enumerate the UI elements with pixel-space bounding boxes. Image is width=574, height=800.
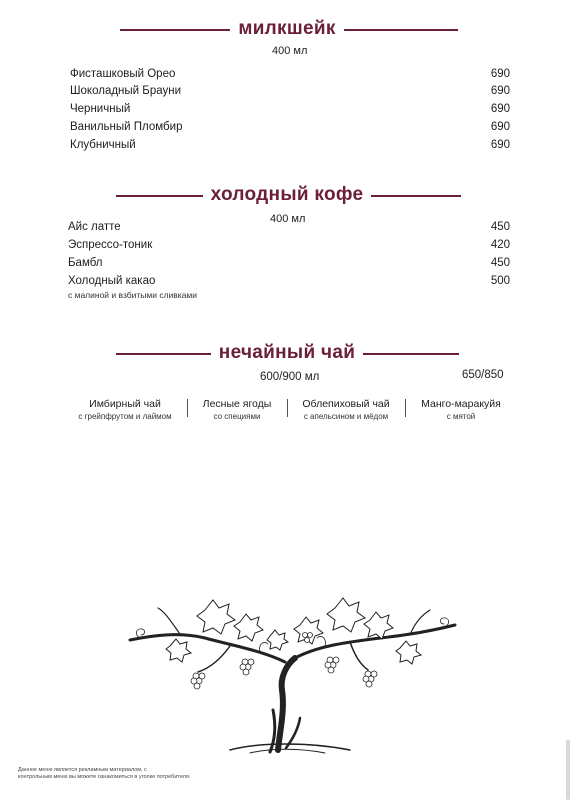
- grapevine-illustration-icon: [110, 590, 465, 755]
- menu-item-name: Айс латте: [68, 221, 121, 233]
- menu-item-price: 690: [490, 121, 510, 133]
- footer-disclaimer: [18, 767, 238, 781]
- menu-item-price: 500: [490, 275, 510, 287]
- scrollbar[interactable]: [566, 740, 570, 800]
- section-title: милкшейк: [230, 18, 343, 39]
- footer-line: контрольным меню вы можете ознакомиться в уголке потребителя.: [18, 774, 191, 780]
- tea-item-desc: с грейпфрутом и лаймом: [78, 412, 172, 421]
- section-title: холодный кофе: [203, 184, 372, 205]
- menu-item-note: с малиной и взбитыми сливками: [68, 290, 198, 300]
- menu-item-price: 690: [490, 85, 510, 97]
- tea-item: [408, 398, 514, 421]
- menu-item-name: Черничный: [70, 103, 131, 115]
- volume-label: 400 мл: [270, 213, 306, 225]
- tea-item-desc: со специями: [213, 412, 261, 421]
- volume-label: 400 мл: [272, 45, 308, 57]
- menu-item-price: 450: [490, 221, 510, 233]
- menu-item-name: Клубничный: [70, 139, 136, 151]
- tea-header: [0, 342, 574, 366]
- tea-item-name: Облепиховый чай: [302, 398, 390, 410]
- menu-item-price: 420: [490, 239, 510, 251]
- tea-separator: [287, 399, 288, 417]
- footer-line: Данное меню является рекламным материалом, с: [18, 767, 147, 773]
- menu-item-name: Шоколадный Брауни: [70, 85, 182, 97]
- menu-item-name: Фисташковый Орео: [70, 68, 176, 80]
- tea-item: [290, 398, 402, 421]
- tea-item-name: Имбирный чай: [89, 398, 161, 410]
- tea-separator: [405, 399, 406, 417]
- tea-item: [66, 398, 184, 421]
- menu-item-price: 450: [490, 257, 510, 269]
- menu-item-price: 690: [490, 103, 510, 115]
- tea-item-name: Манго-маракуйя: [421, 398, 501, 410]
- menu-item-name: Холодный какао: [68, 275, 156, 287]
- menu-item-name: Бамбл: [68, 257, 103, 269]
- tea-item-desc: с мятой: [446, 412, 476, 421]
- tea-item: [190, 398, 284, 421]
- tea-price: 650/850: [462, 369, 504, 381]
- menu-item-price: 690: [490, 68, 510, 80]
- milkshake-header: [0, 18, 574, 42]
- menu-item-name: Ванильный Пломбир: [70, 121, 183, 133]
- tea-separator: [187, 399, 188, 417]
- volume-label: 600/900 мл: [260, 371, 320, 383]
- menu-item-name: Эспрессо-тоник: [68, 239, 153, 251]
- cold-coffee-header: [0, 184, 574, 208]
- tea-item-desc: с апельсином и мёдом: [303, 412, 389, 421]
- tea-item-name: Лесные ягоды: [202, 398, 272, 410]
- menu-item-price: 690: [490, 139, 510, 151]
- section-title: нечайный чай: [211, 342, 363, 363]
